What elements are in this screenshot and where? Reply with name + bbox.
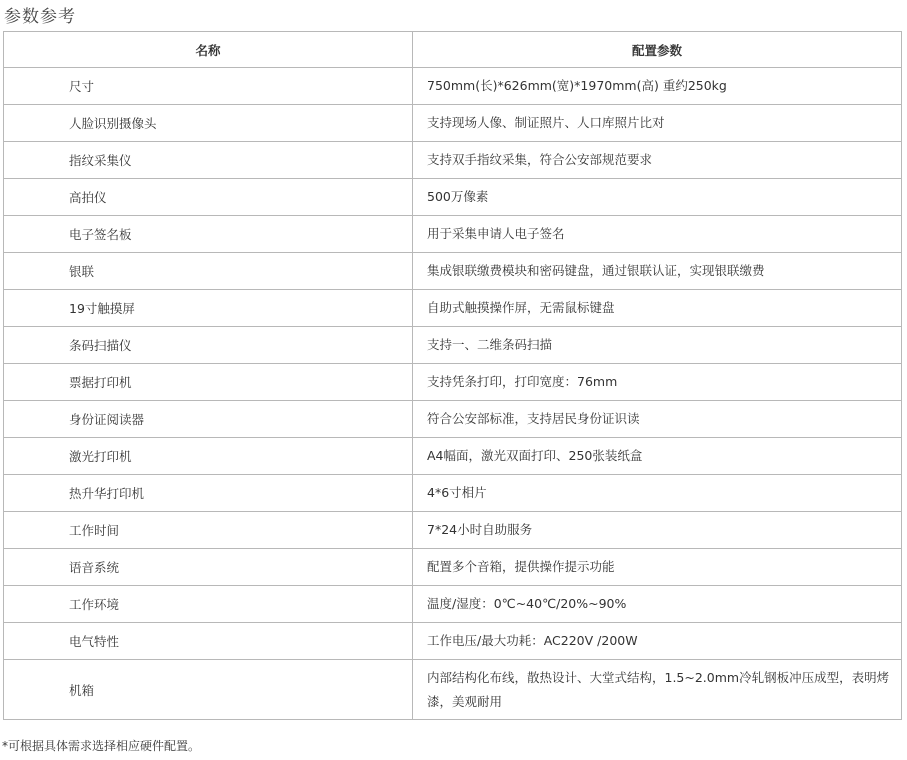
row-value: 工作电压/最大功耗：AC220V /200W <box>413 623 902 660</box>
row-value: 自助式触摸操作屏，无需鼠标键盘 <box>413 290 902 327</box>
row-value: 支持双手指纹采集，符合公安部规范要求 <box>413 142 902 179</box>
row-name: 尺寸 <box>4 68 413 105</box>
row-name: 电子签名板 <box>4 216 413 253</box>
footnote: *可根据具体需求选择相应硬件配置。 <box>2 739 201 753</box>
row-name: 电气特性 <box>4 623 413 660</box>
table-row <box>4 438 902 475</box>
column-header-name: 名称 <box>4 32 413 68</box>
row-value: 用于采集申请人电子签名 <box>413 216 902 253</box>
row-name: 银联 <box>4 253 413 290</box>
row-value: 4*6寸相片 <box>413 475 902 512</box>
row-name: 高拍仪 <box>4 179 413 216</box>
row-name: 19寸触摸屏 <box>4 290 413 327</box>
row-value: 支持凭条打印，打印宽度：76mm <box>413 364 902 401</box>
table-row <box>4 216 902 253</box>
row-value: 内部结构化布线，散热设计、大堂式结构，1.5~2.0mm冷轧钢板冲压成型，表明烤漆，美观耐用 <box>413 660 902 720</box>
table-row <box>4 253 902 290</box>
table-row <box>4 364 902 401</box>
column-header-config: 配置参数 <box>413 32 902 68</box>
section-title: 参数参考 <box>4 7 76 27</box>
row-name: 激光打印机 <box>4 438 413 475</box>
row-value: A4幅面，激光双面打印、250张装纸盒 <box>413 438 902 475</box>
table-row <box>4 105 902 142</box>
table-row <box>4 290 902 327</box>
row-value: 7*24小时自助服务 <box>413 512 902 549</box>
row-name: 指纹采集仪 <box>4 142 413 179</box>
table-row <box>4 68 902 105</box>
spec-table <box>3 31 902 720</box>
row-name: 机箱 <box>4 660 413 720</box>
row-name: 身份证阅读器 <box>4 401 413 438</box>
row-name: 条码扫描仪 <box>4 327 413 364</box>
table-row <box>4 401 902 438</box>
table-row <box>4 327 902 364</box>
table-row <box>4 475 902 512</box>
row-value: 符合公安部标准，支持居民身份证识读 <box>413 401 902 438</box>
table-header-row <box>4 32 902 68</box>
table-row <box>4 512 902 549</box>
table-row <box>4 660 902 720</box>
row-name: 语音系统 <box>4 549 413 586</box>
row-name: 工作环境 <box>4 586 413 623</box>
table-row <box>4 623 902 660</box>
row-value: 500万像素 <box>413 179 902 216</box>
row-value: 温度/湿度：0℃~40℃/20%~90% <box>413 586 902 623</box>
row-value: 集成银联缴费模块和密码键盘，通过银联认证，实现银联缴费 <box>413 253 902 290</box>
table-row <box>4 179 902 216</box>
row-value: 支持现场人像、制证照片、人口库照片比对 <box>413 105 902 142</box>
row-name: 人脸识别摄像头 <box>4 105 413 142</box>
row-value: 支持一、二维条码扫描 <box>413 327 902 364</box>
row-name: 工作时间 <box>4 512 413 549</box>
table-row <box>4 586 902 623</box>
row-name: 热升华打印机 <box>4 475 413 512</box>
row-value: 配置多个音箱，提供操作提示功能 <box>413 549 902 586</box>
table-row <box>4 549 902 586</box>
row-name: 票据打印机 <box>4 364 413 401</box>
table-row <box>4 142 902 179</box>
row-value: 750mm(长)*626mm(宽)*1970mm(高) 重约250kg <box>413 68 902 105</box>
